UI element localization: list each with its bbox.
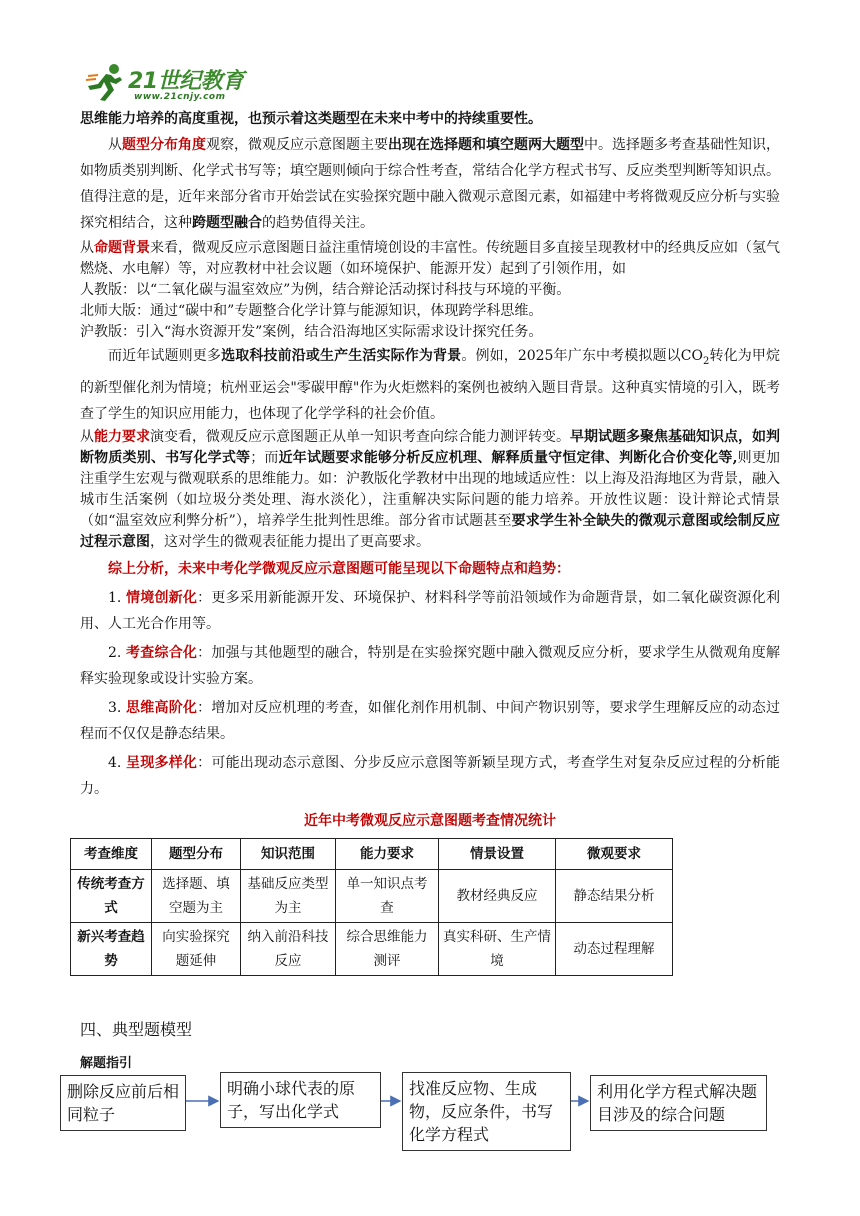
paragraph-intro-tail: 思维能力培养的高度重视，也预示着这类题型在未来中考中的持续重要性。: [80, 111, 542, 127]
table-cell: 动态过程理解: [556, 923, 673, 976]
text-run: 则更加注重学生宏观与微观联系的思维能力。如：沪教版化学教材中出现的地域适应性：以上海及沿海地区为背景，融入城市生活案例（如垃圾分类处理、海水淡化），注重解决实际问题的能力培养。开放性议题：设计辩论式情景（如“温室效应利弊分析”），培养学生批判性思维。部分省市试题甚至: [80, 449, 781, 529]
paragraph-bnu-edition: 北师大版：通过“碳中和”专题整合化学计算与能源知识，体现跨学科思维。: [80, 303, 543, 319]
flow-step-1: 删除反应前后相同粒子: [60, 1075, 186, 1131]
text-run: 2: [702, 355, 710, 367]
trend-item-heading: 呈现多样化: [126, 754, 198, 771]
trend-item-text: ：可能出现动态示意图、分步反应示意图等新颖呈现方式，考查学生对复杂反应过程的分析能力。: [80, 754, 780, 797]
text-run: 从: [80, 428, 94, 445]
text-run: ，这对学生的微观表征能力提出了更高要求。: [150, 533, 430, 550]
trend-item-number: 1.: [108, 589, 127, 606]
text-run: 来看，微观反应示意图题日益注重情境创设的丰富性。传统题目多直接呈现教材中的经典反应如（氢气燃烧、水电解）等，对应教材中社会议题（如环境保护、能源开发）起到了引领作用，如: [80, 240, 780, 277]
text-run: 早期试题多聚焦基础知识点，如判断物质类别、书写化学式等: [80, 428, 780, 466]
logo-url: www.21cnjy.com: [134, 92, 226, 102]
text-run: 命题背景: [94, 240, 150, 256]
table-cell: 真实科研、生产情境: [439, 923, 556, 976]
table-caption: 近年中考微观反应示意图题考查情况统计: [304, 812, 556, 829]
table-header-cell: 情景设置: [439, 839, 556, 870]
text-run: 能力要求: [94, 428, 150, 445]
trend-item-heading: 考查综合化: [126, 644, 198, 661]
text-run: 要求学生补全缺失的微观示意图或绘制反应过程示意图: [80, 512, 780, 550]
table-cell: 静态结果分析: [556, 870, 673, 923]
summary-heading: 综上分析，未来中考化学微观反应示意图题可能呈现以下命题特点和趋势：: [108, 560, 570, 577]
flow-step-3: 找准反应物、生成物，反应条件，书写化学方程式: [402, 1072, 571, 1151]
section-title: 四、典型题模型: [80, 1020, 193, 1039]
text-run: 近年试题要求能够分析反应机理、解释质量守恒定律、判断化合价变化等,: [278, 449, 738, 466]
table-cell: 基础反应类型为主: [241, 870, 336, 923]
text-run: 演变看，微观反应示意图题正从单一知识考查向综合能力测评转变。: [150, 428, 570, 445]
table-cell: 综合思维能力测评: [336, 923, 439, 976]
trend-item-heading: 情境创新化: [126, 589, 198, 606]
text-run: 。例如，2025年广东中考模拟题以CO: [461, 348, 703, 364]
text-run: 题型分布角度: [122, 137, 206, 153]
trend-item-text: ：加强与其他题型的融合，特别是在实验探究题中融入微观反应分析，要求学生从微观角度解释实验现象或设计实验方案。: [80, 644, 780, 687]
paragraph-shanghai-edition: 沪教版：引入“海水资源开发”案例，结合沿海地区实际需求设计探究任务。: [80, 324, 543, 340]
text-run: 选取科技前沿或生产生活实际作为背景: [221, 348, 462, 364]
table-header-cell: 能力要求: [336, 839, 439, 870]
table-cell: 教材经典反应: [439, 870, 556, 923]
paragraph-pep-edition: 人教版：以“二氧化碳与温室效应”为例，结合辩论活动探讨科技与环境的平衡。: [80, 282, 571, 298]
flow-step-2: 明确小球代表的原子，写出化学式: [220, 1072, 381, 1128]
text-run: 跨题型融合: [192, 215, 262, 231]
table-header-cell: 题型分布: [152, 839, 241, 870]
text-run: 出现在选择题和填空题两大题型: [388, 137, 584, 153]
trend-item-number: 3.: [108, 699, 127, 716]
table-header-cell: 微观要求: [556, 839, 673, 870]
text-run: 转化为甲烷的新型催化剂为情境；杭州亚运会"零碳甲醇"作为火炬燃料的案例也被纳入题目背景。这种真实情境的引入，既考查了学生的知识应用能力，也体现了化学学科的社会价值。: [80, 348, 781, 422]
table-header-cell: 考查维度: [71, 839, 152, 870]
guide-label: 解题指引: [80, 1056, 133, 1071]
text-run: 观察，微观反应示意图题主要: [206, 137, 388, 153]
trend-item-text: ：更多采用新能源开发、环境保护、材料科学等前沿领域作为命题背景，如二氧化碳资源化利用、人工光合作用等。: [80, 589, 780, 632]
text-run: 的趋势值得关注。: [262, 215, 374, 231]
table-cell: 纳入前沿科技反应: [241, 923, 336, 976]
logo-text: 21世纪教育: [128, 69, 244, 94]
trend-item-number: 2.: [108, 644, 127, 661]
table-cell: 选择题、填空题为主: [152, 870, 241, 923]
table-cell: 单一知识点考查: [336, 870, 439, 923]
text-run: 从: [108, 137, 122, 153]
text-run: 而近年试题则更多: [108, 348, 222, 364]
table-cell: 新兴考查趋势: [71, 923, 152, 976]
table-header-cell: 知识范围: [241, 839, 336, 870]
trend-item-heading: 思维高阶化: [126, 699, 198, 716]
text-run: ；而: [250, 449, 279, 466]
text-run: 中。选择题多考查基础性知识，如物质类别判断、化学式书写等；填空题则倾向于综合性考查，常结合化学方程式书写、反应类型判断等知识点。值得注意的是，近年来部分省市开始尝试在实验探究题中融入微观示意图元素，如福建中考将微观反应分析与实验探究相结合，这种: [80, 137, 780, 231]
table-cell: 传统考查方式: [71, 870, 152, 923]
flow-step-4: 利用化学方程式解决题目涉及的综合问题: [590, 1075, 767, 1131]
trend-item-number: 4.: [108, 754, 127, 771]
text-run: 从: [80, 240, 94, 256]
trend-item-text: ：增加对反应机理的考查，如催化剂作用机制、中间产物识别等，要求学生理解反应的动态过程而不仅仅是静态结果。: [80, 699, 780, 742]
table-cell: 向实验探究题延伸: [152, 923, 241, 976]
